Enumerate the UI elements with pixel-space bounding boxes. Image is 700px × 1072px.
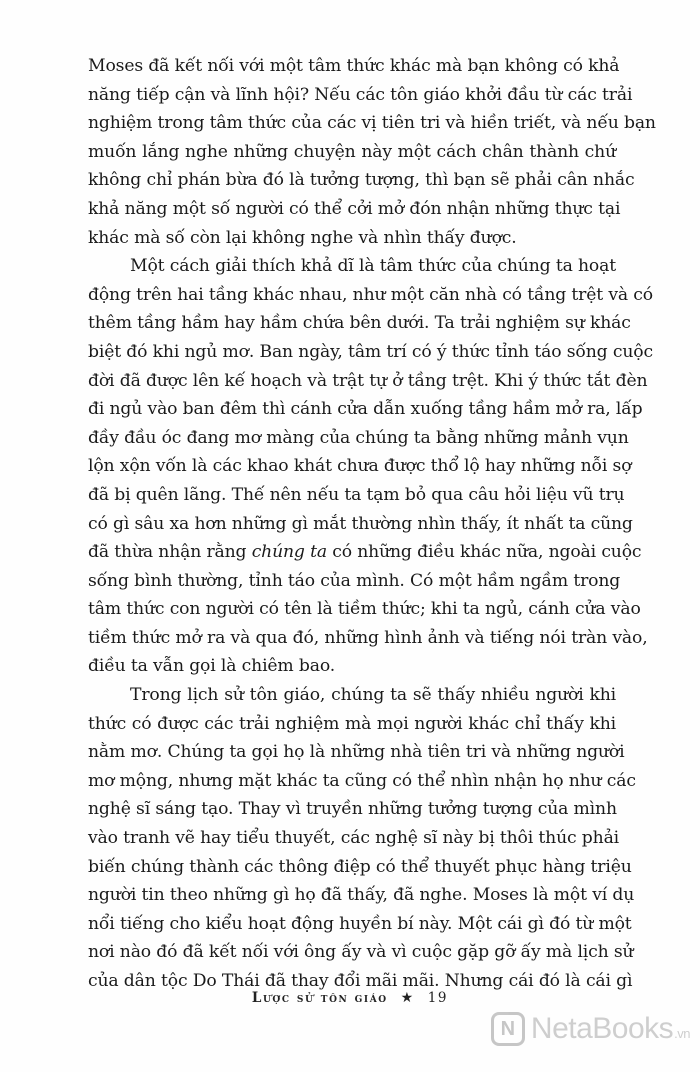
watermark-brand-suffix: .vn xyxy=(674,1026,690,1041)
text-line: không chỉ phán bừa đó là tưởng tượng, thì bạn sẽ phải cân nhắc xyxy=(88,170,635,191)
text-line: tiềm thức mở ra và qua đó, những hình ảnh và tiếng nói tràn vào, xyxy=(88,627,648,648)
text-line: tâm thức con người có tên là tiềm thức; khi ta ngủ, cánh cửa vào xyxy=(88,599,641,620)
text-line: Moses đã kết nối với một tâm thức khác mà bạn không có khả xyxy=(88,56,620,76)
text-line: động trên hai tầng khác nhau, như một căn nhà có tầng trệt và có xyxy=(88,284,653,305)
text-line: Trong lịch sử tôn giáo, chúng ta sẽ thấy nhiều người khi xyxy=(130,685,616,706)
emphasized-phrase: chúng ta xyxy=(251,542,327,563)
text-line: người tin theo những gì họ đã thấy, đã nghe. Moses là một ví dụ xyxy=(88,885,635,906)
running-footer xyxy=(0,990,700,1006)
watermark-brand xyxy=(531,1012,690,1046)
text-line: biến chúng thành các thông điệp có thể thuyết phục hàng triệu xyxy=(88,856,632,877)
text-line: lộn xộn vốn là các khao khát chưa được thổ lộ hay những nỗi sợ xyxy=(88,456,632,477)
text-line: khả năng một số người có thể cởi mở đón nhận những thực tại xyxy=(88,198,621,219)
text-line: đầy đầu óc đang mơ màng của chúng ta bằng những mảnh vụn xyxy=(88,427,629,448)
text-line: muốn lắng nghe những chuyện này một cách chân thành chứ xyxy=(88,141,616,162)
text-line: mơ mộng, nhưng mặt khác ta cũng có thể nhìn nhận họ như các xyxy=(88,770,636,791)
text-segment: đã thừa nhận rằng xyxy=(88,542,252,563)
text-line: nổi tiếng cho kiểu hoạt động huyền bí này. Một cái gì đó từ một xyxy=(88,913,632,934)
text-line: sống bình thường, tỉnh táo của mình. Có một hầm ngầm trong xyxy=(88,570,621,591)
text-line: nằm mơ. Chúng ta gọi họ là những nhà tiên tri và những người xyxy=(88,742,625,763)
watermark xyxy=(491,1012,690,1046)
text-line: biệt đó khi ngủ mơ. Ban ngày, tâm trí có ý thức tỉnh táo sống cuộc xyxy=(88,341,653,362)
text-line: khác mà số còn lại không nghe và nhìn thấy được. xyxy=(88,227,517,248)
text-segment: có những điều khác nữa, ngoài cuộc xyxy=(326,542,642,563)
text-line-emphasis xyxy=(88,538,642,567)
book-title: Lược sử tôn giáo xyxy=(251,990,388,1006)
text-line: có gì sâu xa hơn những gì mắt thường nhìn thấy, ít nhất ta cũng xyxy=(88,513,633,534)
text-line: thêm tầng hầm hay hầm chứa bên dưới. Ta trải nghiệm sự khác xyxy=(88,313,631,334)
text-line: thức có được các trải nghiệm mà mọi người khác chỉ thấy khi xyxy=(88,713,616,734)
text-line: đã bị quên lãng. Thế nên nếu ta tạm bỏ qua câu hỏi liệu vũ trụ xyxy=(88,484,625,505)
text-line: năng tiếp cận và lĩnh hội? Nếu các tôn giáo khởi đầu từ các trải xyxy=(88,84,633,105)
watermark-logo-icon: N xyxy=(491,1012,525,1046)
text-line: đời đã được lên kế hoạch và trật tự ở tầng trệt. Khi ý thức tắt đèn xyxy=(88,370,648,391)
text-line: nghệ sĩ sáng tạo. Thay vì truyền những tưởng tượng của mình xyxy=(88,799,617,820)
star-icon: ★ xyxy=(400,990,415,1006)
text-line: vào tranh vẽ hay tiểu thuyết, các nghệ sĩ này bị thôi thúc phải xyxy=(88,828,620,849)
text-line: nơi nào đó đã kết nối với ông ấy và vì cuộc gặp gỡ ấy mà lịch sử xyxy=(88,942,634,963)
body-text xyxy=(88,52,656,996)
watermark-brand-name: NetaBooks xyxy=(530,1012,674,1045)
page-number: 19 xyxy=(427,990,449,1006)
text-line: điều ta vẫn gọi là chiêm bao. xyxy=(88,656,336,677)
text-line: của dân tộc Do Thái đã thay đổi mãi mãi. Nhưng cái đó là cái gì xyxy=(88,971,633,991)
text-line: Một cách giải thích khả dĩ là tâm thức của chúng ta hoạt xyxy=(130,256,616,277)
text-line: đi ngủ vào ban đêm thì cánh cửa dẫn xuống tầng hầm mở ra, lấp xyxy=(88,399,643,420)
text-line: nghiệm trong tâm thức của các vị tiên tri và hiền triết, và nếu bạn xyxy=(88,113,656,134)
